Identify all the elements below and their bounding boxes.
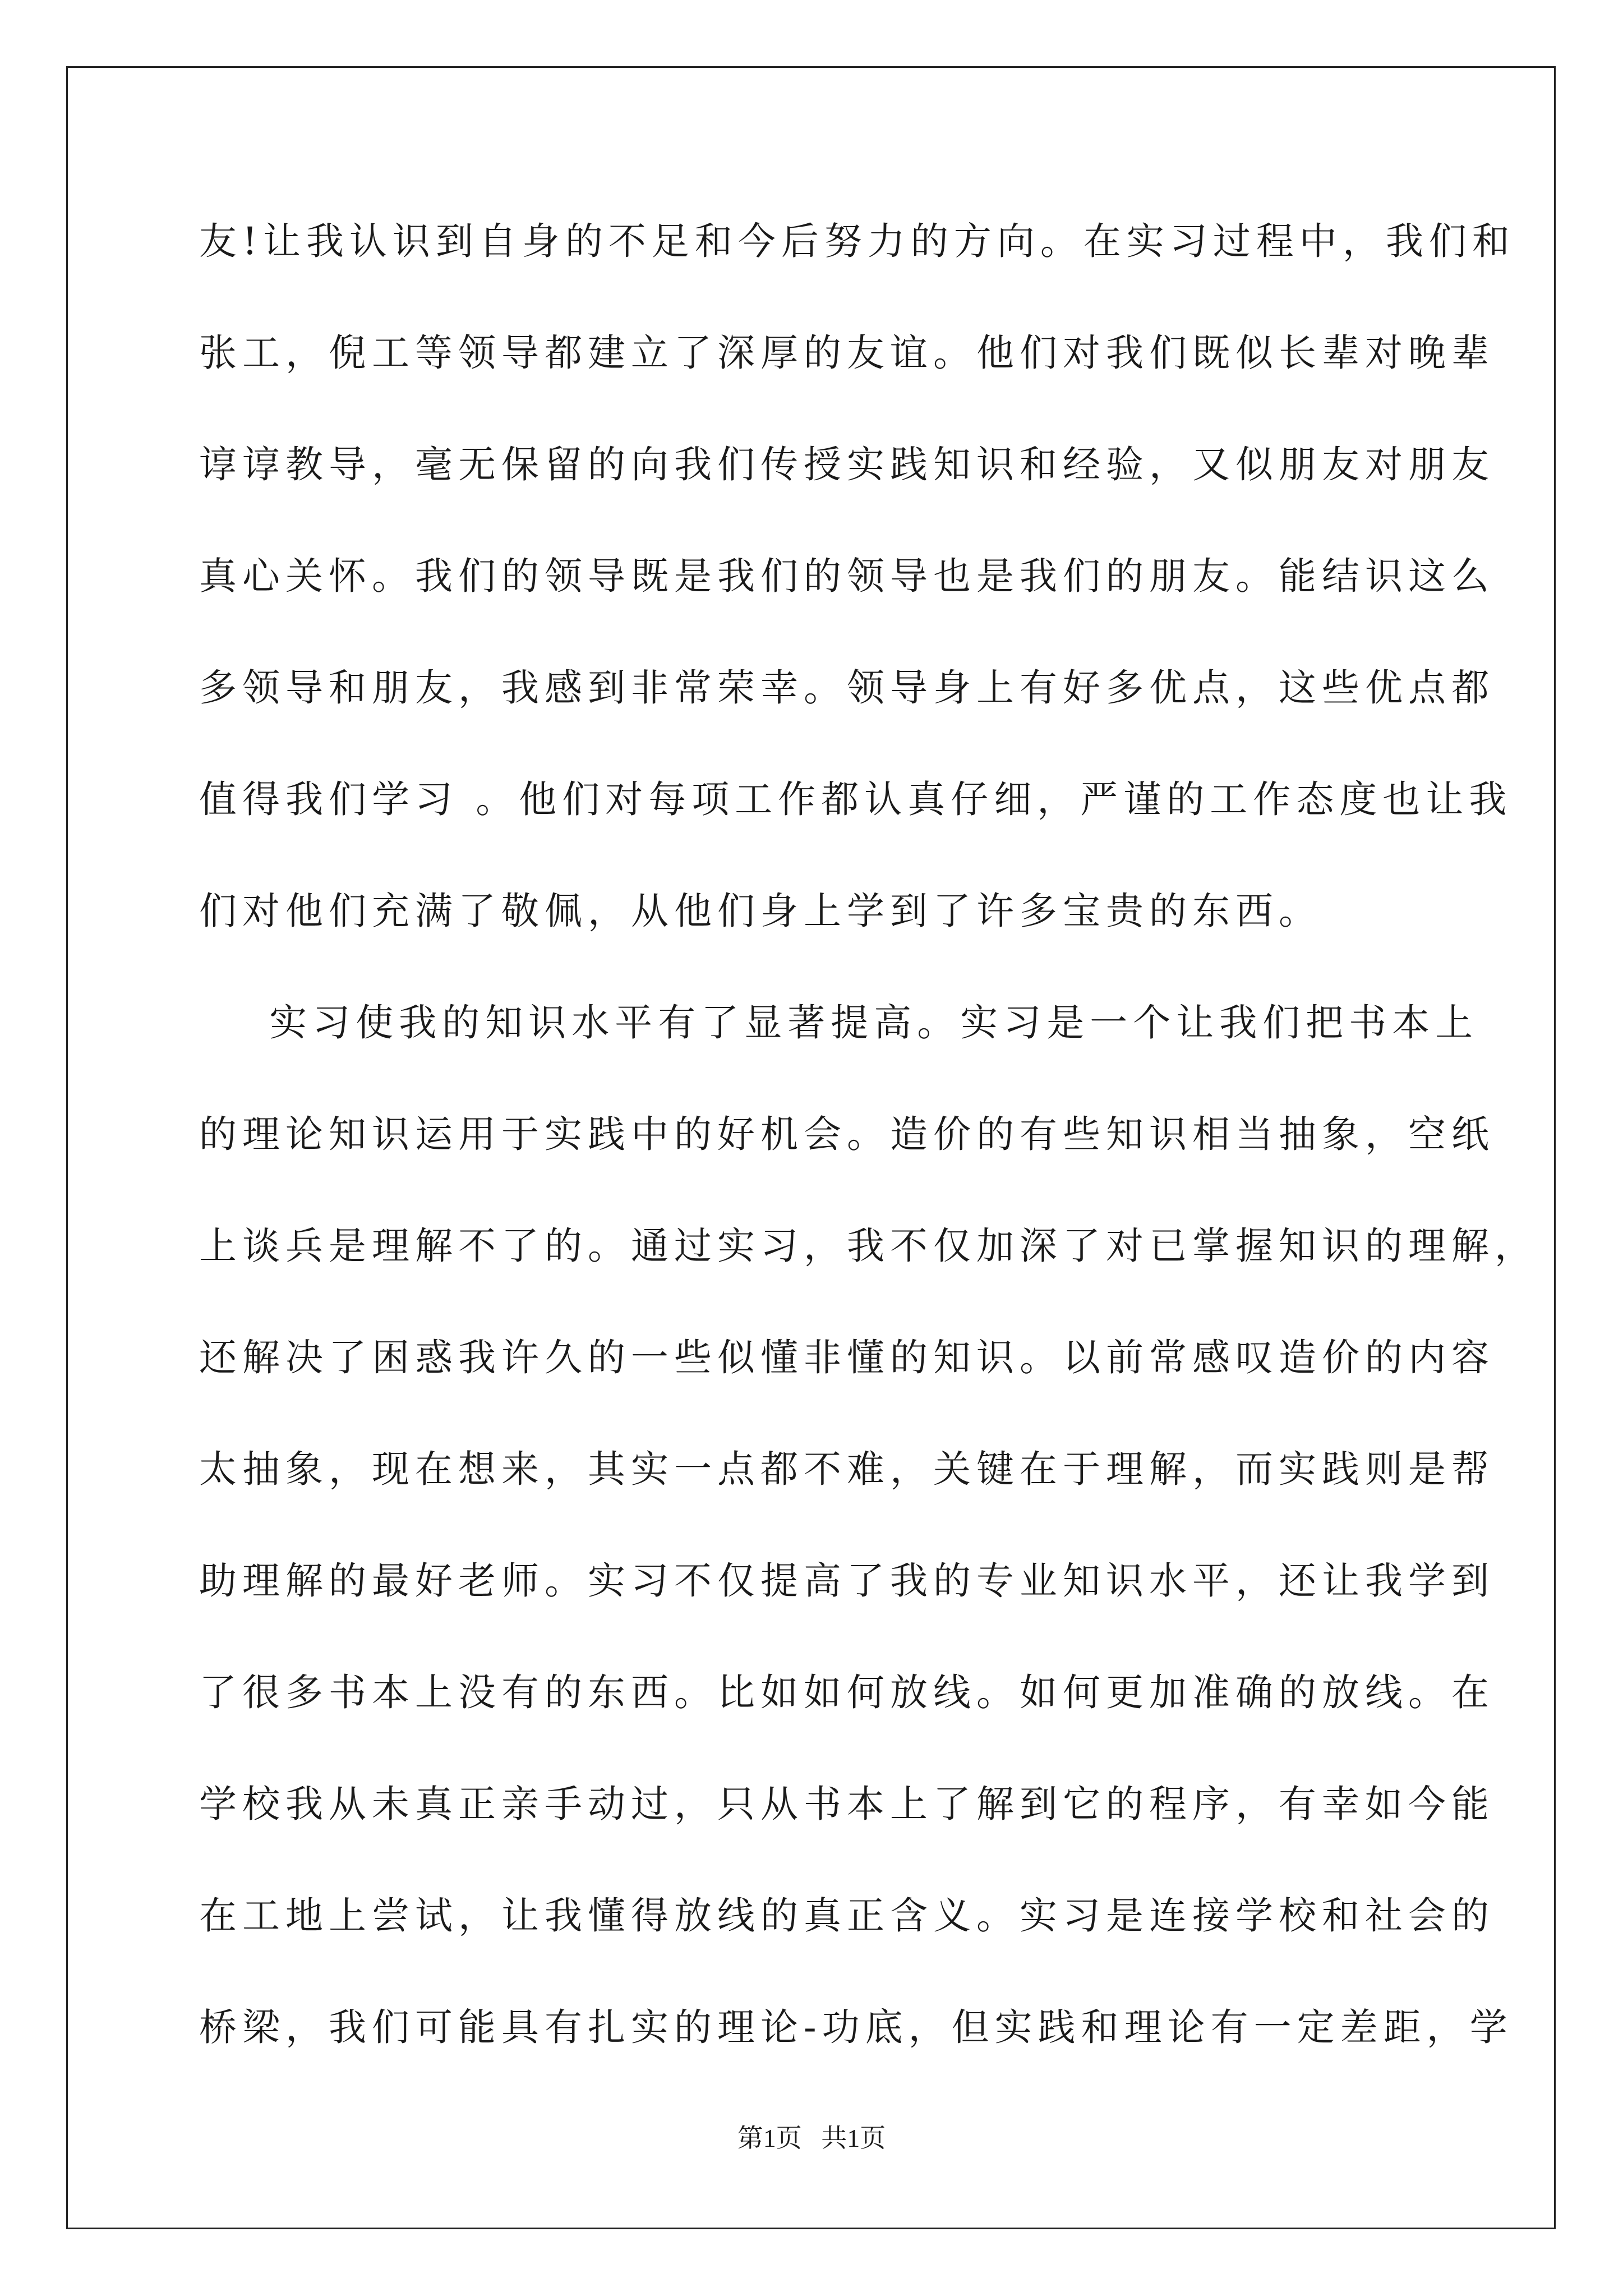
text-line: 太抽象，现在想来，其实一点都不难，关键在于理解，而实践则是帮 <box>199 1447 1495 1491</box>
text-line: 友!让我认识到自身的不足和今后努力的方向。在实习过程中，我们和 <box>199 219 1515 263</box>
text-line: 学校我从未真正亲手动过，只从书本上了解到它的程序，有幸如今能 <box>199 1782 1495 1826</box>
text-line: 真心关怀。我们的领导既是我们的领导也是我们的朋友。能结识这么 <box>199 554 1495 598</box>
text-line: 还解决了困惑我许久的一些似懂非懂的知识。以前常感叹造价的内容 <box>199 1336 1495 1379</box>
text-line: 们对他们充满了敬佩，从他们身上学到了许多宝贵的东西。 <box>199 889 1322 933</box>
text-line: 的理论知识运用于实践中的好机会。造价的有些知识相当抽象，空纸 <box>199 1112 1495 1156</box>
page-footer: 第1页 共1页 <box>737 2124 886 2152</box>
text-line: 多领导和朋友，我感到非常荣幸。领导身上有好多优点，这些优点都 <box>199 666 1495 710</box>
text-line: 助理解的最好老师。实习不仅提高了我的专业知识水平，还让我学到 <box>199 1559 1495 1603</box>
text-line: 谆谆教导，毫无保留的向我们传授实践知识和经验，又似朋友对朋友 <box>199 443 1495 486</box>
text-line: 上谈兵是理解不了的。通过实习，我不仅加深了对已掌握知识的理解， <box>199 1224 1538 1268</box>
document-body <box>199 208 1538 2105</box>
text-line: 了很多书本上没有的东西。比如如何放线。如何更加准确的放线。在 <box>199 1671 1495 1714</box>
text-line: 值得我们学习 。他们对每项工作都认真仔细，严谨的工作态度也让我 <box>199 777 1513 821</box>
text-line: 张工，倪工等领导都建立了深厚的友谊。他们对我们既似长辈对晚辈 <box>199 331 1495 375</box>
text-line: 桥梁，我们可能具有扎实的理论-功底，但实践和理论有一定差距，学 <box>199 2005 1513 2049</box>
text-line: 在工地上尝试，让我懂得放线的真正含义。实习是连接学校和社会的 <box>199 1894 1495 1938</box>
text-line: 实习使我的知识水平有了显著提高。实习是一个让我们把书本上 <box>199 1001 1479 1045</box>
